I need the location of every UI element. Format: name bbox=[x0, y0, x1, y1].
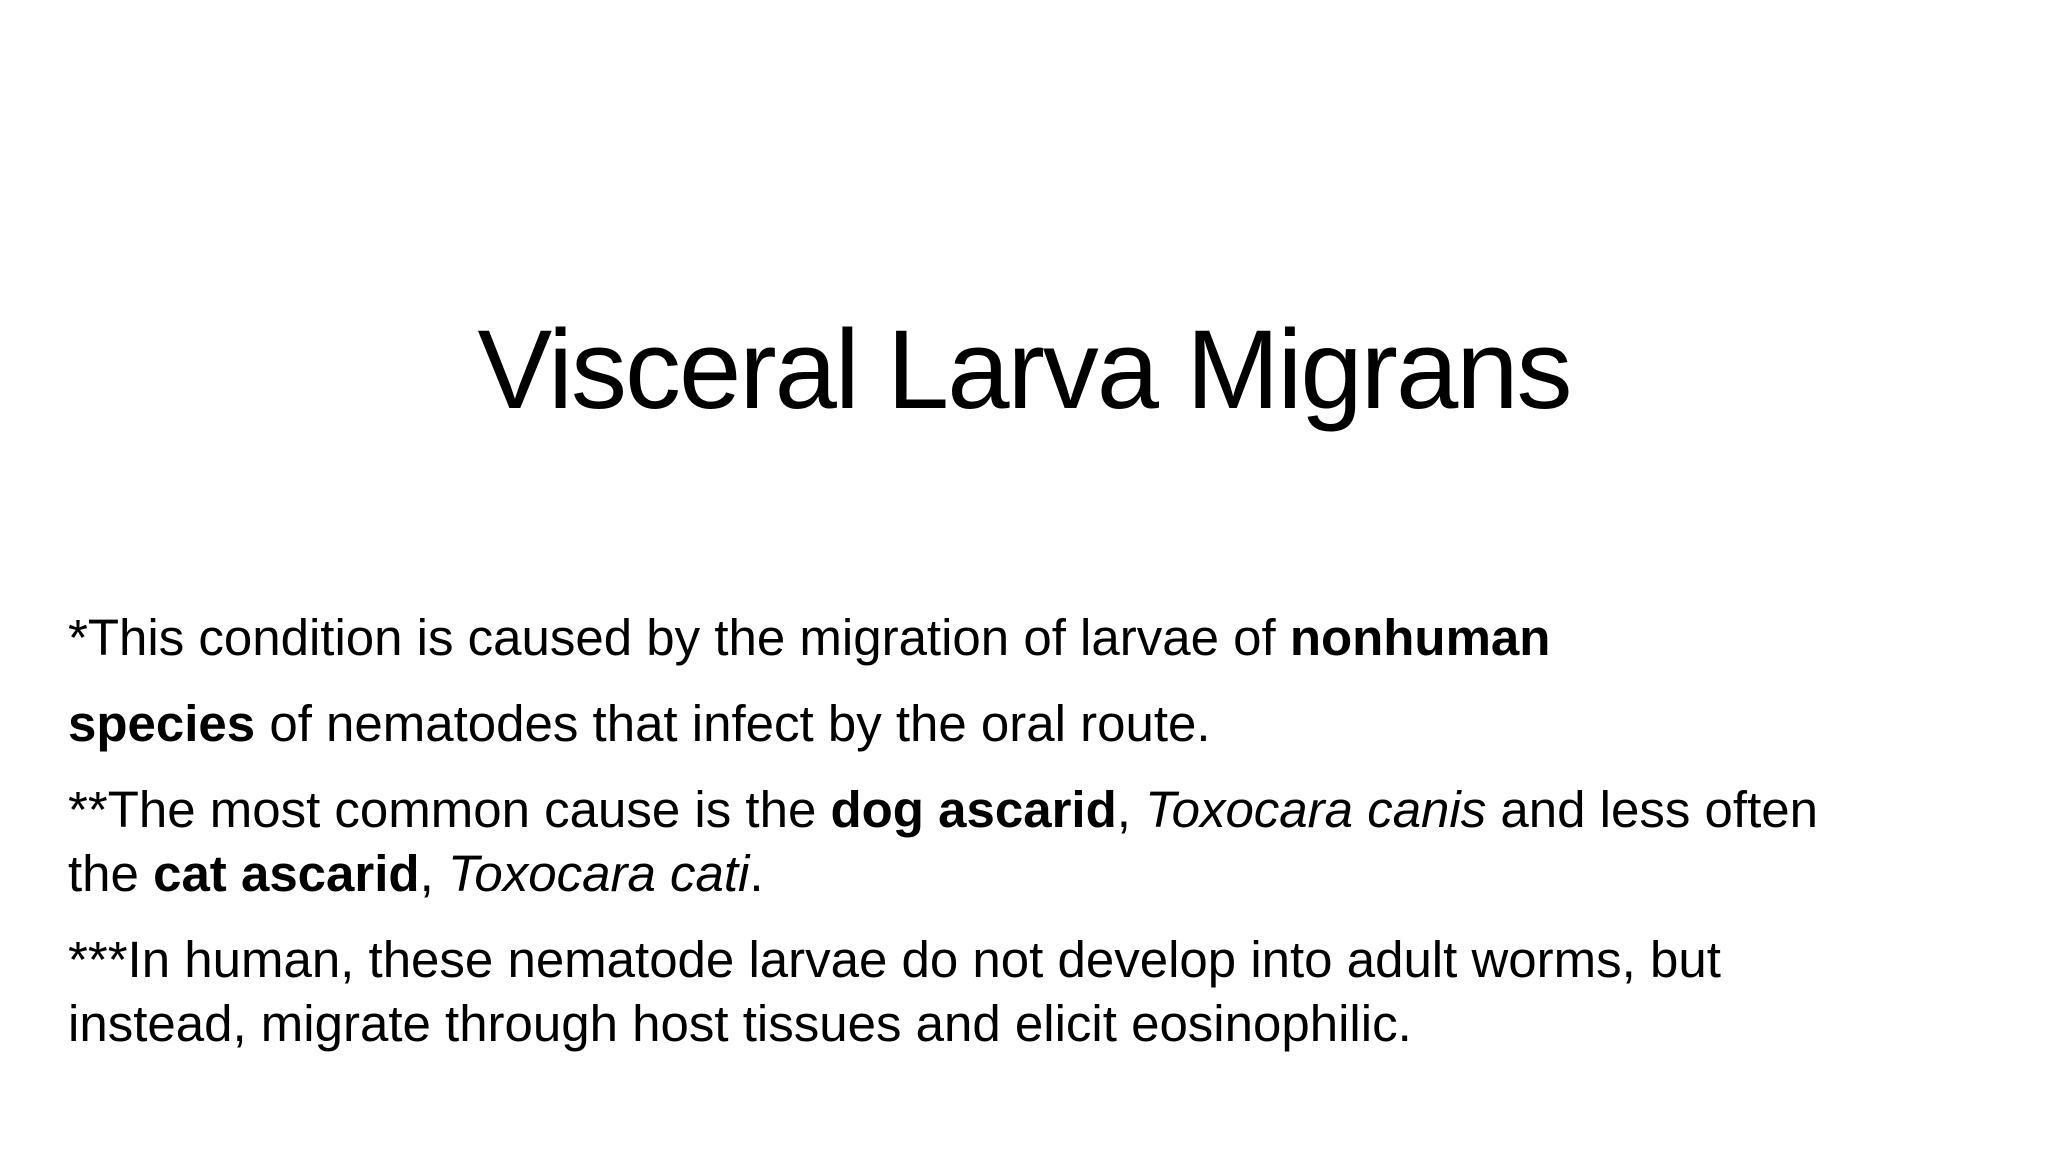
slide-title: Visceral Larva Migrans bbox=[477, 307, 1571, 432]
bullet-1-text-a: *This condition is caused by the migration of larvae of bbox=[68, 609, 1290, 666]
bullet-1 bbox=[68, 606, 1988, 670]
bullet-1-text-d: of nematodes that infect by the oral route. bbox=[255, 695, 1211, 752]
bullet-2-italic-toxocara-canis: Toxocara canis bbox=[1145, 781, 1487, 838]
bullet-2-text-j: . bbox=[749, 845, 764, 902]
bullet-3 bbox=[68, 928, 1988, 1056]
bullet-3-text-a: ***In human, these nematode larvae do not develop into adult worms, but bbox=[68, 931, 1721, 988]
slide-body bbox=[68, 606, 1988, 1078]
bullet-1-bold-species: species bbox=[68, 695, 256, 752]
bullet-2-text-c: , bbox=[1116, 781, 1146, 838]
bullet-1-continued bbox=[68, 692, 1988, 756]
bullet-2 bbox=[68, 778, 1988, 906]
bullet-2-bold-cat-ascarid: cat ascarid bbox=[153, 845, 420, 902]
bullet-2-text-f: the bbox=[68, 845, 154, 902]
bullet-2-italic-toxocara-cati: Toxocara cati bbox=[447, 845, 750, 902]
bullet-2-text-e: and less often bbox=[1486, 781, 1818, 838]
bullet-3-text-b: instead, migrate through host tissues and elicit eosinophilic. bbox=[68, 995, 1412, 1052]
bullet-2-text-a: **The most common cause is the bbox=[68, 781, 831, 838]
bullet-1-bold-nonhuman: nonhuman bbox=[1289, 609, 1551, 666]
bullet-2-text-h: , bbox=[419, 845, 448, 902]
bullet-2-bold-dog-ascarid: dog ascarid bbox=[830, 781, 1117, 838]
